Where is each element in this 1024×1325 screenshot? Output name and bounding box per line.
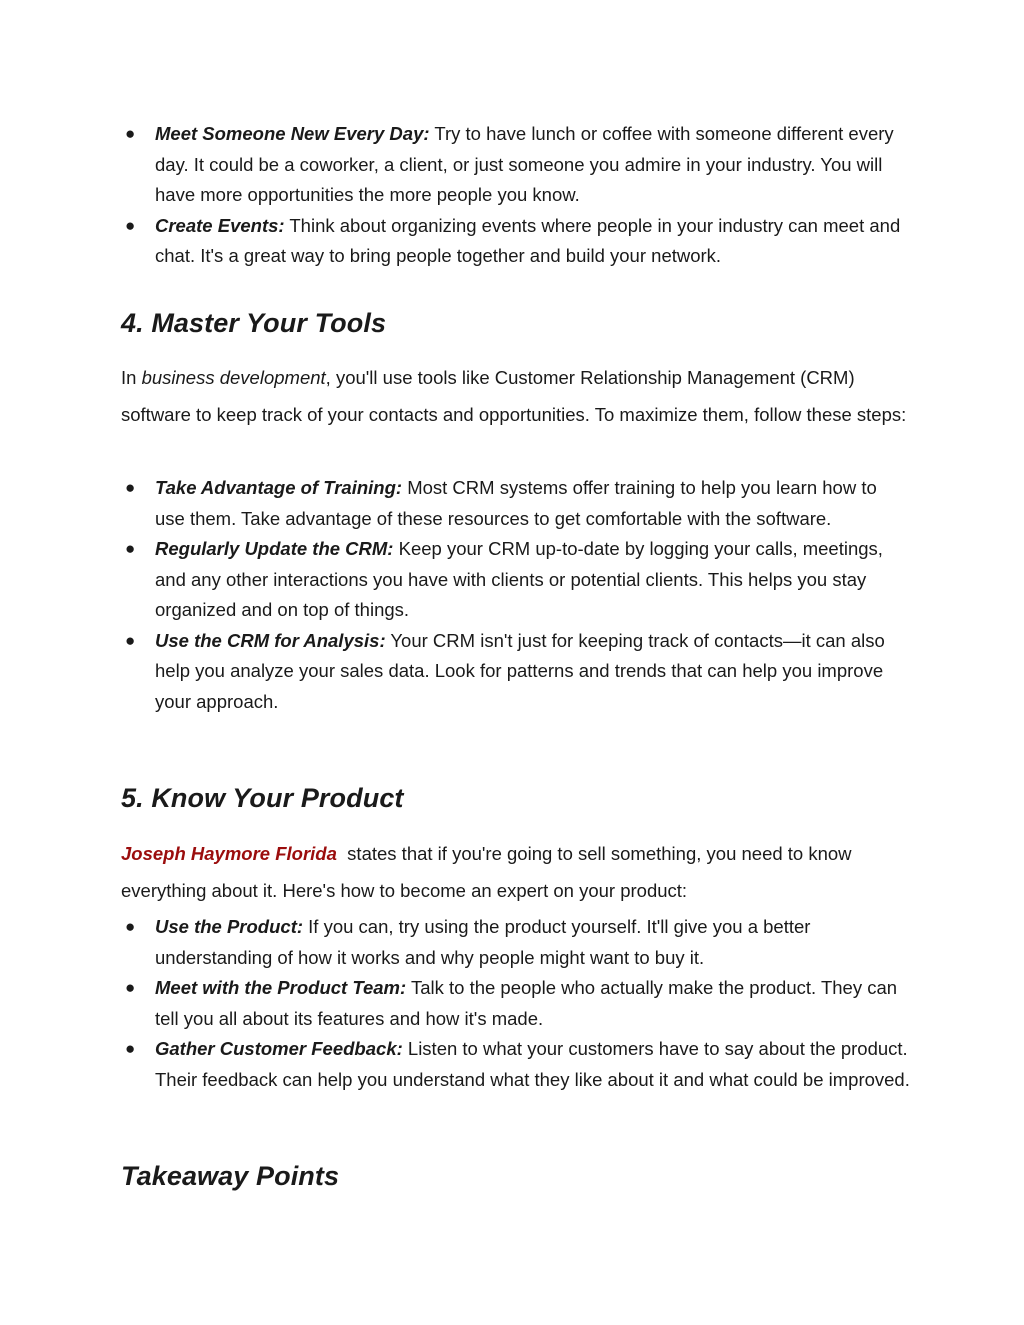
- list-item-text: Try to have lunch or coffee with someone different every day. It could be a coworker, a client, or just someone you admire in your industry. You will have more opportunities the more people you know.: [155, 123, 894, 205]
- list-item-text: Talk to the people who actually make the product. They can tell you all about its features and how it's made.: [155, 977, 898, 1029]
- list-item-text: Keep your CRM up-to-date by logging your calls, meetings, and any other interactions you have with clients or potential clients. This helps you stay organized and on top of things.: [155, 538, 883, 620]
- paragraph-text: , you'll use tools like Customer Relationship Management (CRM) software to keep track of your contacts and opportunities. To maximize them, follow these steps:: [121, 367, 907, 425]
- tools-bullet-list: [121, 473, 911, 717]
- bullet-icon: ●: [125, 917, 136, 936]
- section-heading-know-your-product: 5. Know Your Product: [121, 783, 404, 813]
- bullet-icon: ●: [125, 978, 136, 997]
- list-item-text: Most CRM systems offer training to help you learn how to use them. Take advantage of these resources to get comfortable with the software.: [155, 477, 877, 529]
- list-item-lead: Use the CRM for Analysis:: [155, 629, 386, 651]
- list-item: [121, 473, 911, 534]
- list-item: [121, 1034, 911, 1095]
- list-item: [121, 626, 911, 718]
- bullet-icon: ●: [125, 539, 136, 558]
- bullet-icon: ●: [125, 630, 136, 650]
- list-item-text: If you can, try using the product yourself. It'll give you a better understanding of how it works and why people might want to buy it.: [155, 916, 811, 968]
- bullet-icon: ●: [125, 124, 136, 143]
- list-item: [121, 912, 911, 973]
- list-item-lead: Regularly Update the CRM:: [155, 538, 394, 559]
- list-item: [121, 534, 911, 626]
- paragraph-text: states that if you're going to sell something, you need to know everything about it. Here's how to become an expert on your product:: [121, 843, 857, 901]
- list-item-lead: Gather Customer Feedback:: [155, 1038, 403, 1059]
- list-item-lead: Meet Someone New Every Day:: [155, 123, 430, 144]
- section-heading-takeaway-points: Takeaway Points: [121, 1161, 340, 1191]
- bullet-icon: ●: [125, 478, 136, 497]
- list-item: [121, 119, 911, 211]
- section-heading-master-your-tools: 4. Master Your Tools: [121, 308, 387, 338]
- list-item: [121, 973, 911, 1034]
- bullet-icon: ●: [125, 1039, 136, 1058]
- paragraph-emphasis: business development: [141, 367, 326, 388]
- product-bullet-list: [121, 912, 911, 1095]
- bullet-icon: ●: [125, 215, 136, 235]
- list-item-lead: Take Advantage of Training:: [155, 477, 403, 498]
- paragraph-text: In: [121, 367, 142, 388]
- list-item-lead: Use the Product:: [155, 916, 304, 937]
- list-item-lead: Create Events:: [155, 214, 285, 236]
- list-item-text: Listen to what your customers have to say about the product. Their feedback can help you understand what they like about it and what could be improved.: [155, 1038, 910, 1090]
- section-paragraph: [121, 836, 911, 909]
- list-item-lead: Meet with the Product Team:: [155, 977, 407, 998]
- list-item-text: Think about organizing events where people in your industry can meet and chat. It's a great way to bring people together and build your network.: [155, 214, 901, 266]
- section-paragraph: [121, 360, 911, 433]
- brand-link[interactable]: Joseph Haymore Florida: [121, 843, 337, 864]
- list-item-text: Your CRM isn't just for keeping track of contacts—it can also help you analyze your sales data. Look for patterns and trends that can help you improve your approach.: [155, 629, 885, 712]
- list-item: [121, 211, 911, 272]
- intro-bullet-list: [121, 119, 911, 272]
